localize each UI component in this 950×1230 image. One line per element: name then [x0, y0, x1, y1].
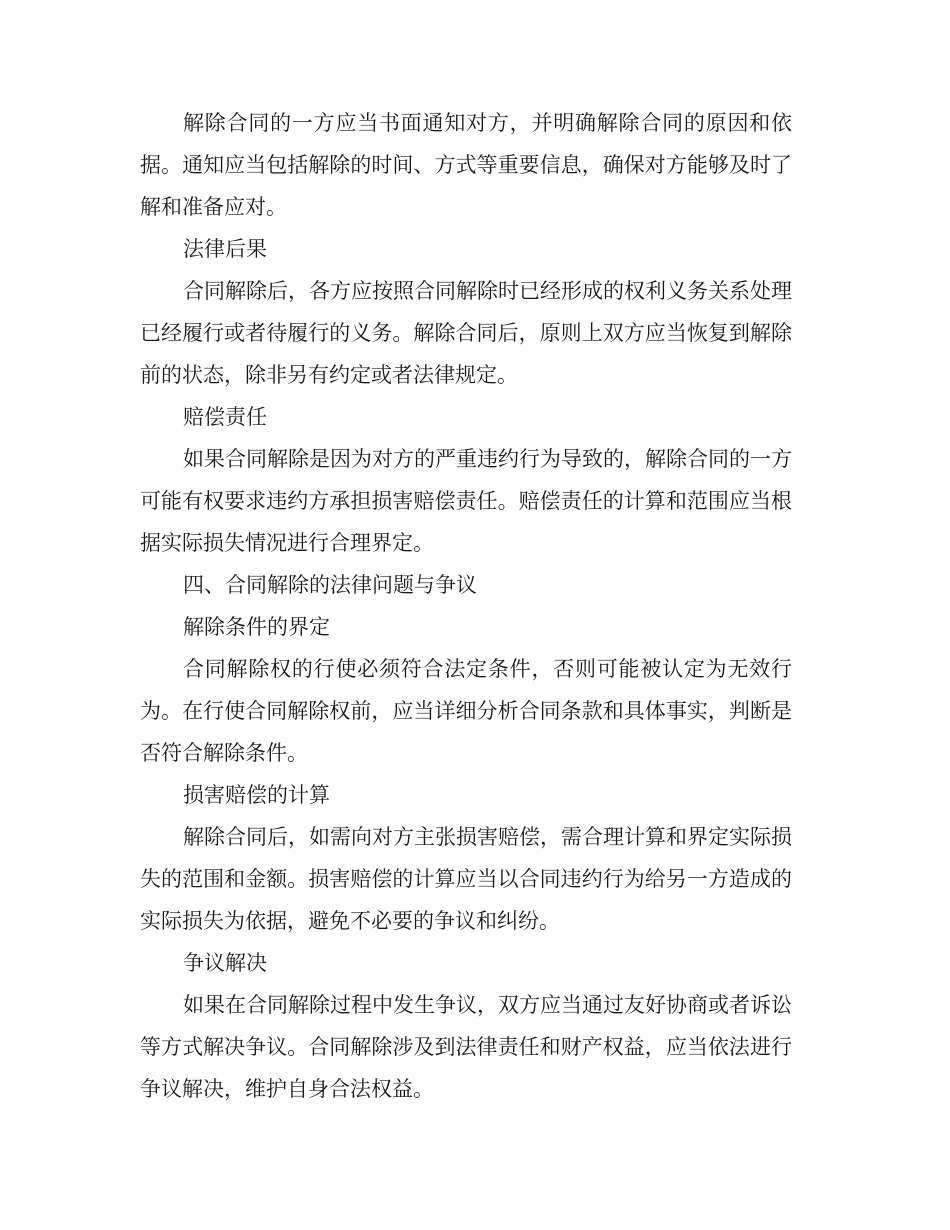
paragraph-dispute-resolution: 如果在合同解除过程中发生争议，双方应当通过友好协商或者诉讼等方式解决争议。合同解除涉及到法律责任和财产权益，应当依法进行争议解决，维护自身合法权益。 [140, 993, 792, 1101]
heading-section-four: 四、合同解除的法律问题与争议 [183, 573, 477, 597]
paragraph-damages-calculation: 解除合同后，如需向对方主张损害赔偿，需合理计算和界定实际损失的范围和金额。损害赔偿的计算应当以合同违约行为给另一方造成的实际损失为依据，避免不必要的争议和纠纷。 [140, 825, 792, 933]
heading-legal-consequences: 法律后果 [183, 237, 267, 261]
paragraph-compensation-liability: 如果合同解除是因为对方的严重违约行为导致的，解除合同的一方可能有权要求违约方承担损害赔偿责任。赔偿责任的计算和范围应当根据实际损失情况进行合理界定。 [140, 447, 792, 555]
paragraph-legal-consequences: 合同解除后，各方应按照合同解除时已经形成的权利义务关系处理已经履行或者待履行的义务。解除合同后，原则上双方应当恢复到解除前的状态，除非另有约定或者法律规定。 [140, 279, 792, 387]
heading-compensation-liability: 赔偿责任 [183, 405, 267, 429]
document-body [140, 102, 792, 1110]
heading-dispute-resolution: 争议解决 [183, 951, 267, 975]
heading-termination-conditions: 解除条件的界定 [183, 615, 330, 639]
paragraph-termination-notice: 解除合同的一方应当书面通知对方，并明确解除合同的原因和依据。通知应当包括解除的时间、方式等重要信息，确保对方能够及时了解和准备应对。 [140, 111, 792, 219]
paragraph-termination-conditions: 合同解除权的行使必须符合法定条件，否则可能被认定为无效行为。在行使合同解除权前，应当详细分析合同条款和具体事实，判断是否符合解除条件。 [140, 657, 792, 765]
heading-damages-calculation: 损害赔偿的计算 [183, 783, 330, 807]
